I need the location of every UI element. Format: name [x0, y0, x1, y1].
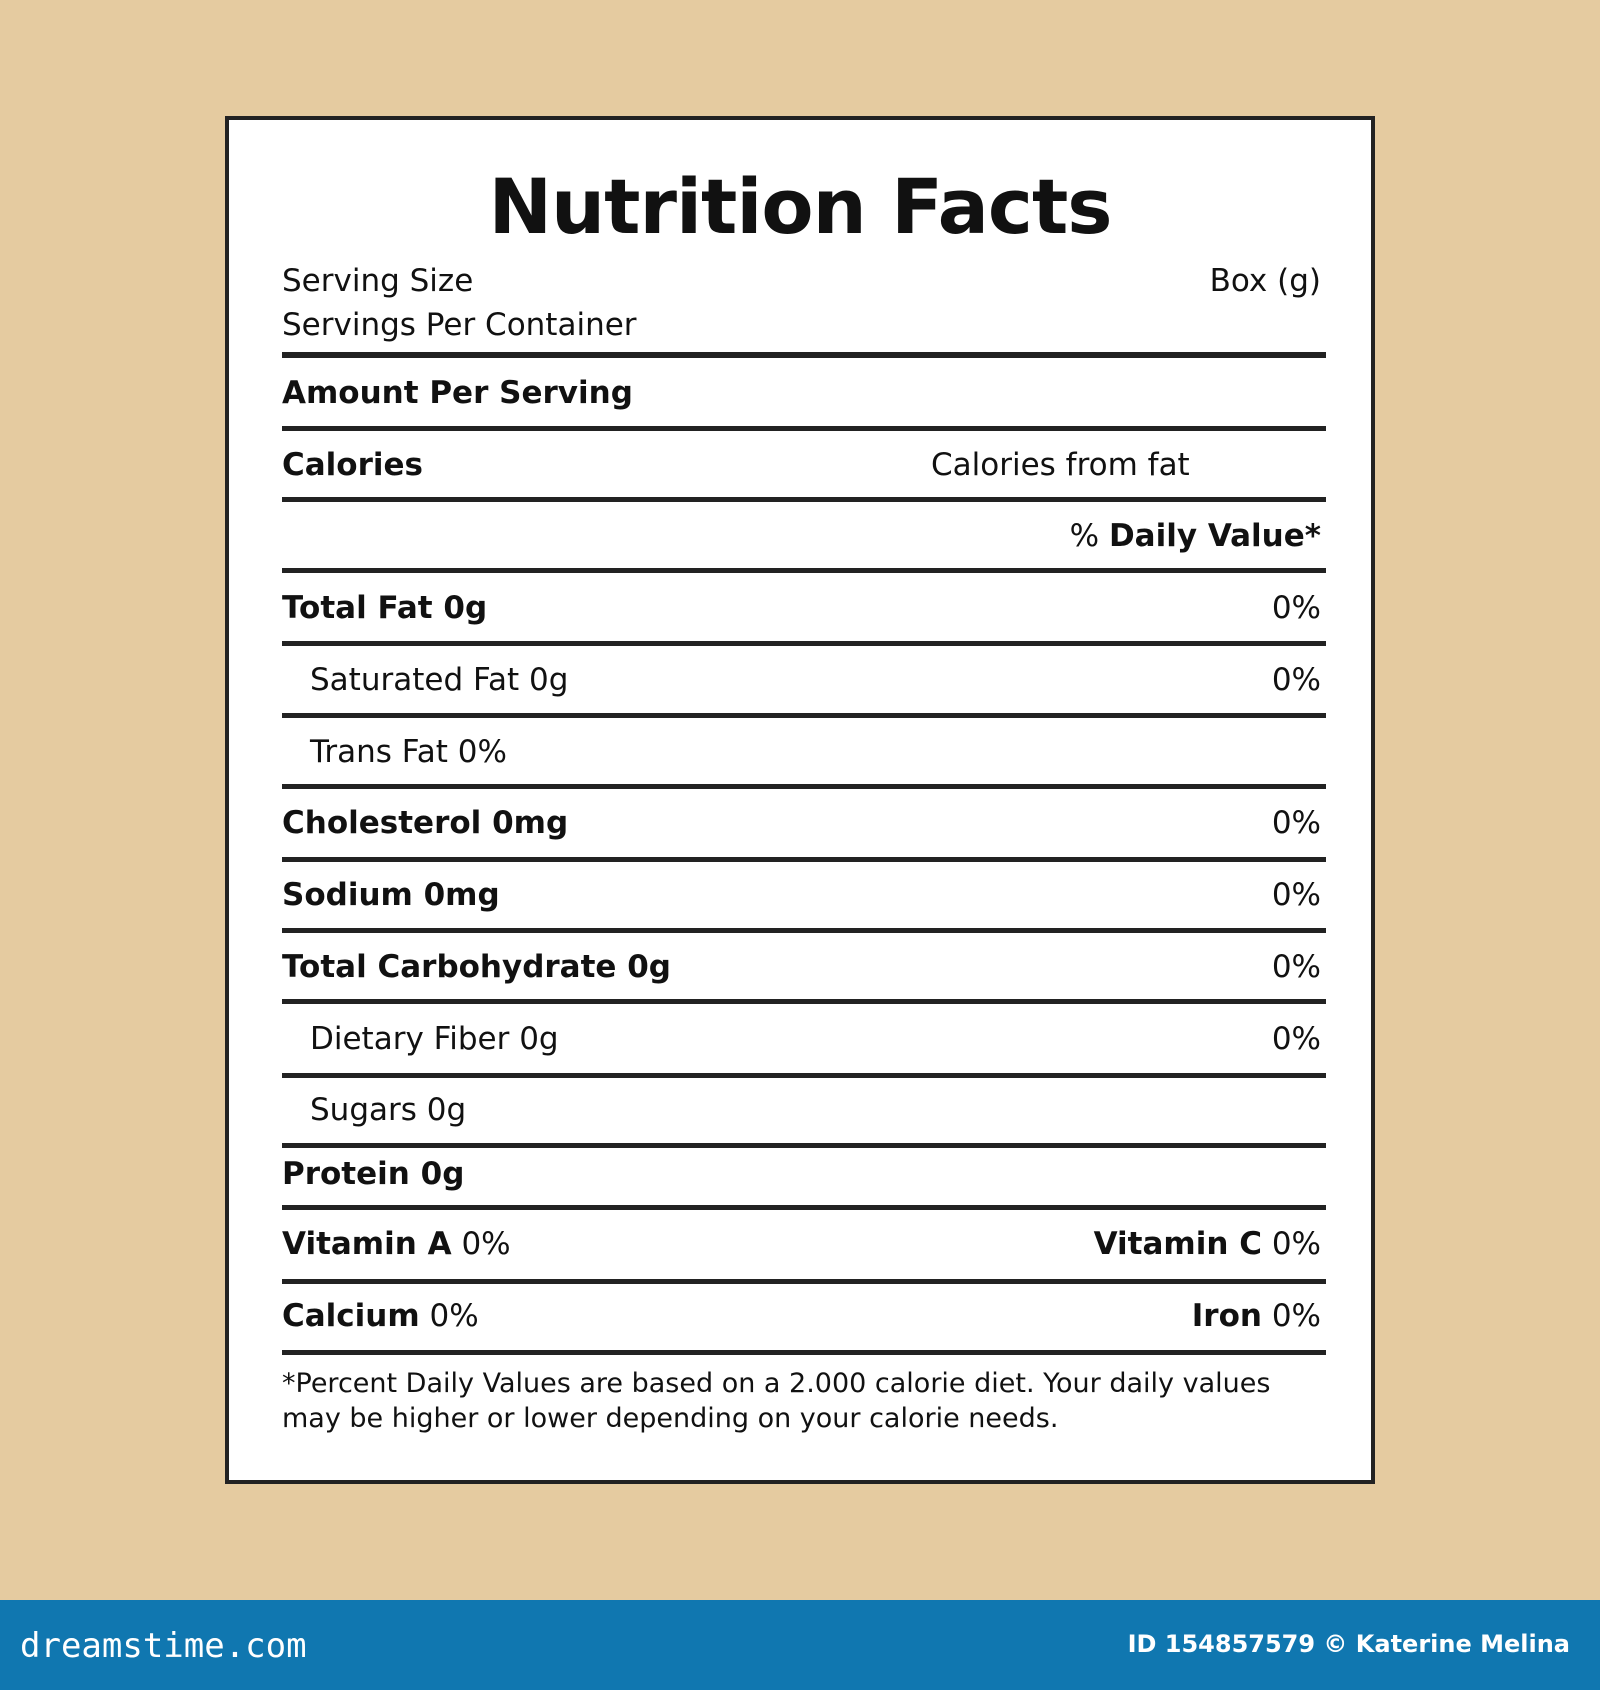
- divider: [282, 1279, 1326, 1284]
- amount-per-serving: Amount Per Serving: [282, 375, 633, 411]
- divider: [282, 713, 1326, 718]
- vitamin-label: Vitamin A: [282, 1226, 452, 1262]
- vitamin-value: 0%: [429, 1298, 479, 1334]
- row-label: Trans Fat 0%: [310, 734, 507, 770]
- row-label: Saturated Fat 0g: [310, 662, 569, 698]
- image-credit: ID 154857579 © Katerine Melina: [1127, 1630, 1570, 1658]
- row-label: Cholesterol 0mg: [282, 805, 569, 841]
- vitamin-label: Calcium: [282, 1298, 420, 1334]
- divider: [282, 928, 1326, 933]
- divider: [282, 426, 1326, 431]
- row-label: Sugars 0g: [310, 1092, 467, 1128]
- row-value: 0%: [1271, 1021, 1321, 1057]
- row-value: 0%: [1271, 662, 1321, 698]
- vitamin-right: [1094, 1226, 1321, 1262]
- calories-label: Calories: [282, 447, 423, 483]
- label-title: Nutrition Facts: [488, 162, 1112, 251]
- vitamin-label: Vitamin C: [1093, 1226, 1262, 1262]
- row-label: Total Carbohydrate 0g: [282, 949, 671, 985]
- divider: [282, 1350, 1326, 1355]
- serving-size-value: Box (g): [1209, 263, 1321, 299]
- vitamin-label: Iron: [1191, 1298, 1262, 1334]
- nutrition-label: [225, 116, 1375, 1484]
- divider: [282, 784, 1326, 789]
- vitamin-value: 0%: [461, 1226, 511, 1262]
- vitamin-left: [282, 1298, 479, 1334]
- divider: [282, 857, 1326, 862]
- divider: [282, 1073, 1326, 1078]
- serving-size-label: Serving Size: [282, 263, 474, 299]
- vitamin-value: 0%: [1271, 1226, 1321, 1262]
- watermark-bar: [0, 1600, 1600, 1690]
- vitamin-left: [282, 1226, 511, 1262]
- footnote: *Percent Daily Values are based on a 2.000 calorie diet. Your daily values may be higher or lower depending on your calorie needs.: [282, 1368, 1271, 1434]
- row-value: 0%: [1271, 590, 1321, 626]
- row-label: Total Fat 0g: [282, 590, 488, 626]
- vitamin-right: [1192, 1298, 1321, 1334]
- row-value: 0%: [1271, 877, 1321, 913]
- divider: [282, 1205, 1326, 1210]
- servings-per-container-label: Servings Per Container: [282, 307, 637, 343]
- divider: [282, 999, 1326, 1004]
- divider: [282, 497, 1326, 502]
- row-label: Sodium 0mg: [282, 877, 500, 913]
- row-value: 0%: [1271, 949, 1321, 985]
- calories-from-fat-label: Calories from fat: [931, 447, 1190, 483]
- row-value: 0%: [1271, 805, 1321, 841]
- daily-value-header: [1070, 518, 1321, 554]
- divider: [282, 568, 1326, 573]
- divider: [282, 1143, 1326, 1148]
- dreamstime-logo: dreamstime.com: [20, 1626, 307, 1666]
- daily-value-label: Daily Value*: [1108, 518, 1321, 554]
- divider: [282, 641, 1326, 646]
- row-label: Dietary Fiber 0g: [310, 1021, 559, 1057]
- percent-sign: %: [1069, 518, 1100, 554]
- vitamin-value: 0%: [1271, 1298, 1321, 1334]
- divider: [282, 352, 1326, 358]
- row-label: Protein 0g: [282, 1156, 465, 1192]
